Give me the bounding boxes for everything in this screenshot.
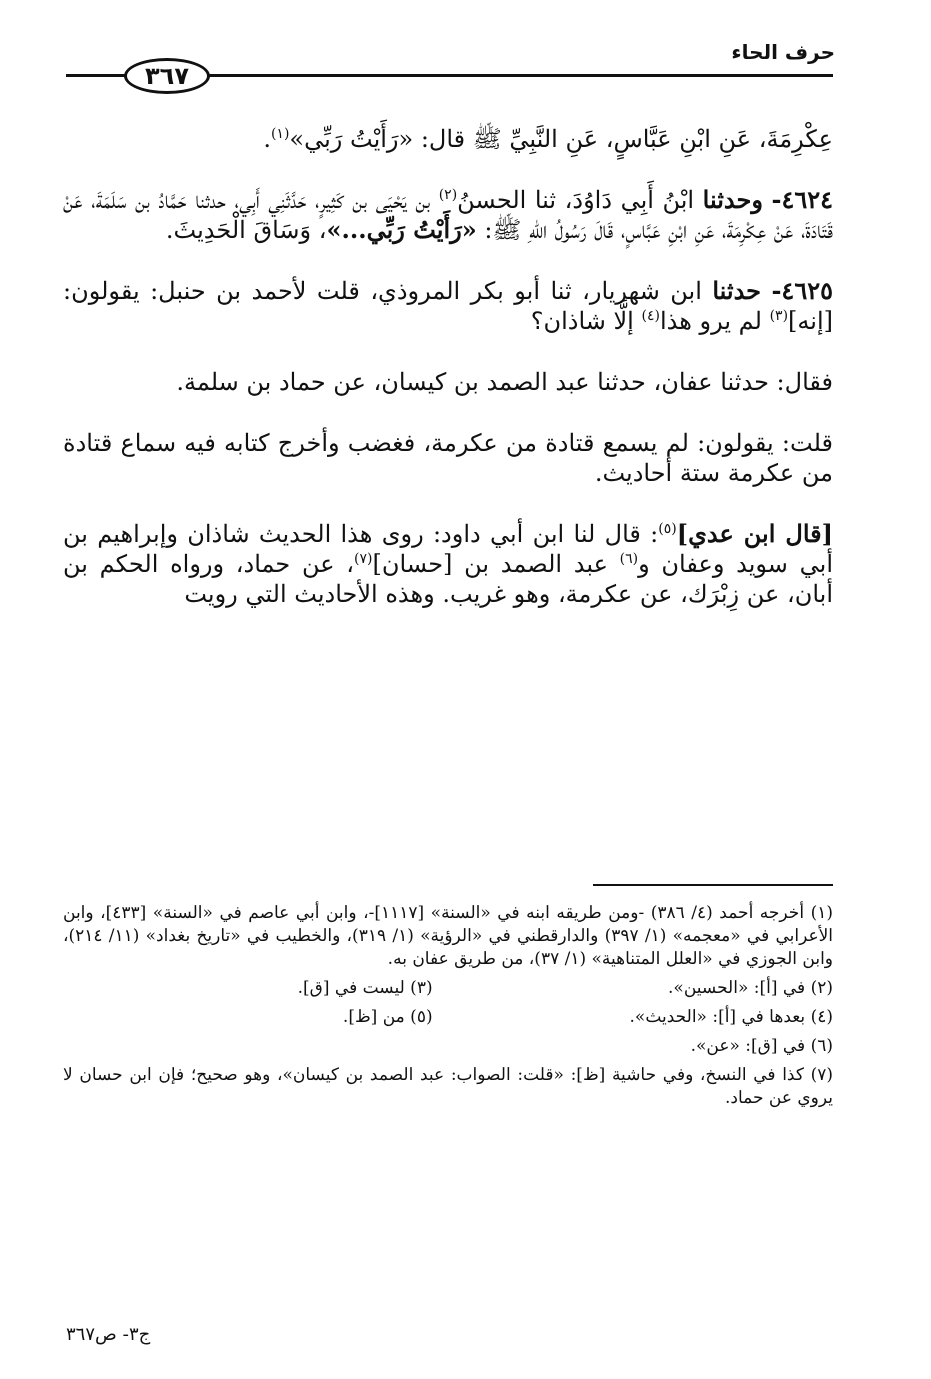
page-number-badge: ٣٦٧ — [124, 58, 210, 94]
footnote-ref-5: (٥) — [658, 521, 677, 537]
continuation-text: عِكْرِمَةَ، عَنِ ابْنِ عَبَّاسٍ، عَنِ النَّبِيِّ ﷺ قال: «رَأَيْتُ رَبِّي» — [289, 125, 833, 153]
paragraph-faqal: فقال: حدثنا عفان، حدثنا عبد الصمد بن كيسان، عن حماد بن سلمة. — [176, 368, 833, 396]
footnote-row — [63, 977, 833, 1000]
hadith-keyword: حدثنا — [712, 276, 762, 305]
footnote-4: (٤) بعدها في [أ]: «الحديث». — [629, 1006, 833, 1027]
chapter-title: حرف الحاء — [731, 40, 835, 64]
volume-page-ref: ج٣- ص٣٦٧ — [66, 1324, 151, 1345]
ibn-adi-text: : قال لنا ابن أبي داود: روى هذا الحديث شاذان وإبراهيم بن أبي سويد وعفان و — [63, 520, 833, 578]
footnote-ref-2: (٢) — [438, 187, 458, 203]
footnote-7: (٧) كذا في النسخ، وفي حاشية [ظ]: «قلت: الصواب: عبد الصمد بن كيسان»، وهو صحيح؛ فإن ابن حسان لا يروي عن حماد. — [63, 1064, 833, 1108]
ibn-adi-text: ، عن حماد، ورواه الحكم بن أبان، عن زِبْرَك، عن عكرمة، وهو غريب. وهذه الأحاديث التي رويت — [63, 550, 833, 608]
hadith-quote: «رَأَيْتُ رَبِّي...» — [326, 215, 477, 244]
hadith-text: ، وَسَاقَ الْحَدِيثَ. — [165, 216, 327, 244]
hadith-text: لم يرو هذا — [659, 307, 762, 335]
footnote-ref-4: (٤) — [641, 308, 660, 324]
ibn-adi-label: [قال ابن عدي] — [676, 519, 833, 548]
hadith-text: ابْنُ أَبِي دَاوُدَ، ثنا الحسنُ — [457, 186, 695, 214]
footnote-5: (٥) من [ظ]. — [342, 1006, 433, 1027]
hadith-text: إلَّا شاذان؟ — [530, 307, 634, 335]
hadith-keyword: وحدثنا — [702, 185, 763, 214]
footnote-1: (١) أخرجه أحمد (٤/ ٣٨٦) -ومن طريقه ابنه في «السنة» [١١١٧]-، وابن أبي عاصم في «السنة» [٤٣٣]، وابن الأعرابي في «معجمه» (١/ ٣٩٧) والدارقطني في «الرؤية» (١/ ٣١٩)، والخطيب في «تاريخ بغداد» (١١/ ٢١٤)، وابن الجوزي في «العلل المتناهية» (١/ ٣٧)، من طريق عفان به. — [63, 903, 834, 969]
footnote-ref-3: (٣) — [769, 308, 789, 324]
hadith-text: ابن شهريار، ثنا أبو بكر المروذي، قلت لأحمد بن حنبل: يقولون: [إنه] — [63, 277, 833, 335]
footnote-2: (٢) في [أ]: «الحسين». — [668, 977, 833, 998]
hadith-continuation — [63, 124, 833, 154]
footnote-row — [63, 1006, 833, 1029]
continuation-end: . — [263, 125, 271, 153]
hadith-4625 — [63, 276, 833, 336]
hadith-number: ٤٦٢٤- — [771, 185, 834, 214]
paragraph-ibn-adi — [63, 519, 833, 609]
footnote-6: (٦) في [ق]: «عن». — [690, 1035, 833, 1056]
main-text — [63, 124, 833, 609]
hadith-number: ٤٦٢٥- — [771, 276, 833, 305]
footnote-separator — [593, 884, 833, 886]
ibn-adi-text: عبد الصمد بن [حسان] — [372, 550, 608, 578]
footnote-3: (٣) ليست في [ق]. — [297, 977, 433, 998]
footnote-ref-6: (٦) — [619, 551, 639, 567]
footnote-ref-7: (٧) — [354, 551, 373, 567]
footnotes — [63, 902, 833, 1116]
paragraph-qultu: قلت: يقولون: لم يسمع قتادة من عكرمة، فغضب وأخرج كتابه فيه سماع قتادة من عكرمة ستة أحاديث. — [63, 429, 833, 487]
hadith-4624 — [63, 185, 833, 245]
hadith-text: بن يَحْيَى بن كَثِيرٍ، حَدَّثَنِي أَبِي، حدثنا حَمَّادُ بن سَلَمَةَ، عَنْ قَتَادَةَ، عَنْ عِكْرِمَةَ، عَنِ ابْنِ عَبَّاسٍ، قَالَ رَسُولُ اللهِ ﷺ: — [63, 186, 833, 244]
footnote-ref-1: (١) — [270, 126, 290, 142]
